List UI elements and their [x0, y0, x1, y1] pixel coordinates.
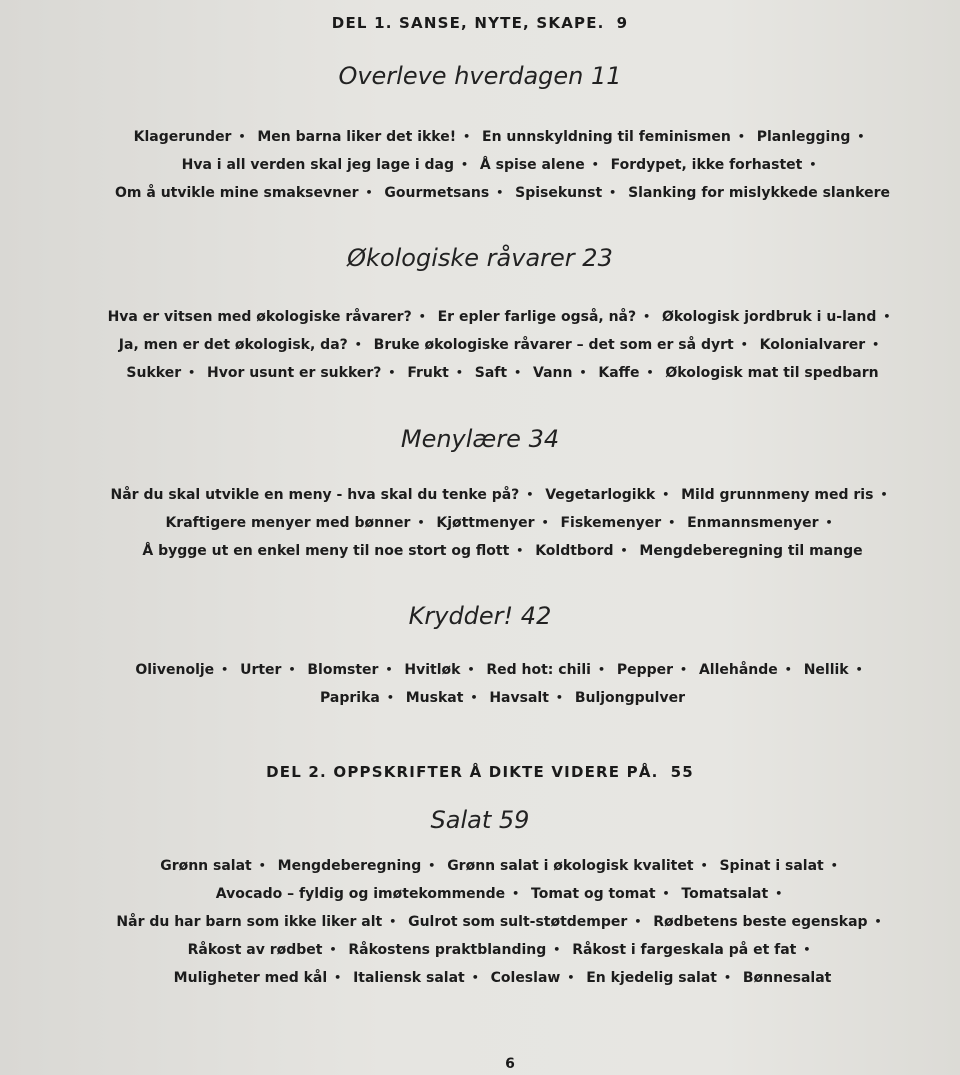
topic-item: Å spise alene	[479, 157, 585, 173]
bullet-separator: •	[609, 186, 617, 199]
topic-item: Men barna liker det ikke!	[257, 129, 457, 145]
bullet-separator: •	[825, 516, 833, 529]
topic-item: Mild grunnmeny med ris	[681, 487, 874, 503]
bullet-separator: •	[700, 859, 708, 872]
bullet-separator: •	[567, 971, 575, 984]
topic-item: Råkost i fargeskala på et fat	[572, 942, 797, 958]
topic-item: Urter	[240, 662, 282, 678]
topic-item: Bønnesalat	[742, 970, 832, 986]
topic-item: Gourmetsans	[384, 185, 490, 201]
topic-item: Buljongpulver	[574, 690, 685, 706]
topic-item: Frukt	[407, 365, 449, 381]
topic-item: Hva er vitsen med økologiske råvarer?	[107, 309, 412, 325]
topic-item: Når du har barn som ikke liker alt	[116, 914, 383, 930]
topic-item: Tomatsalat	[681, 886, 769, 902]
bullet-separator: •	[634, 915, 642, 928]
bullet-separator: •	[809, 158, 817, 171]
chapter-topics-salat	[100, 852, 905, 992]
bullet-separator: •	[880, 488, 888, 501]
part-1-title: DEL 1. SANSE, NYTE, SKAPE.	[331, 14, 605, 32]
topic-item: Pepper	[616, 662, 674, 678]
bullet-separator: •	[386, 691, 394, 704]
part-2-heading	[0, 763, 960, 781]
topic-item: Coleslaw	[490, 970, 561, 986]
topic-item: Koldtbord	[535, 543, 614, 559]
chapter-topics-menylaere	[100, 481, 905, 565]
bullet-separator: •	[737, 130, 745, 143]
topic-item: Nellik	[803, 662, 849, 678]
topic-item: Hvitløk	[404, 662, 461, 678]
topic-item: Enmannsmenyer	[687, 515, 819, 531]
bullet-separator: •	[288, 663, 296, 676]
bullet-separator: •	[418, 310, 426, 323]
topic-item: En kjedelig salat	[586, 970, 717, 986]
bullet-separator: •	[467, 663, 475, 676]
bullet-separator: •	[555, 691, 563, 704]
topic-item: Råkostens praktblanding	[348, 942, 547, 958]
chapter-title-salat: Salat 59	[430, 806, 530, 834]
bullet-separator: •	[496, 186, 504, 199]
part-1-heading	[0, 14, 960, 32]
bullet-separator: •	[740, 338, 748, 351]
chapter-topics-okologiske-ravarer	[100, 303, 905, 387]
topic-item: Råkost av rødbet	[187, 942, 323, 958]
part-2-title: DEL 2. OPPSKRIFTER Å DIKTE VIDERE PÅ.	[266, 763, 659, 781]
chapter-topics-krydder	[100, 656, 905, 712]
topic-item: Planlegging	[756, 129, 851, 145]
bullet-separator: •	[334, 971, 342, 984]
topic-item: En unnskyldning til feminismen	[482, 129, 731, 145]
topic-item: Fiskemenyer	[560, 515, 662, 531]
topic-item: Hvor usunt er sukker?	[207, 365, 382, 381]
bullet-separator: •	[874, 915, 882, 928]
bullet-separator: •	[365, 186, 373, 199]
topic-item: Kraftigere menyer med bønner	[165, 515, 411, 531]
bullet-separator: •	[620, 544, 628, 557]
topic-item: Klagerunder	[133, 129, 232, 145]
topic-item: Vann	[533, 365, 573, 381]
bullet-separator: •	[354, 338, 362, 351]
topic-item: Vegetarlogikk	[545, 487, 656, 503]
topic-item: Om å utvikle mine smaksevner	[115, 185, 359, 201]
bullet-separator: •	[553, 943, 561, 956]
bullet-separator: •	[389, 915, 397, 928]
bullet-separator: •	[591, 158, 599, 171]
topic-item: Grønn salat	[160, 858, 252, 874]
bullet-separator: •	[463, 130, 471, 143]
bullet-separator: •	[470, 691, 478, 704]
bullet-separator: •	[258, 859, 266, 872]
chapter-title-overleve-hverdagen: Overleve hverdagen 11	[338, 62, 622, 90]
chapter-title-menylaere: Menylære 34	[400, 425, 560, 453]
bullet-separator: •	[830, 859, 838, 872]
topic-item: Hva i all verden skal jeg lage i dag	[181, 157, 455, 173]
bullet-separator: •	[417, 516, 425, 529]
bullet-separator: •	[329, 943, 337, 956]
topic-item: Rødbetens beste egenskap	[653, 914, 868, 930]
chapter-title-krydder: Krydder! 42	[408, 602, 552, 630]
bullet-separator: •	[784, 663, 792, 676]
bullet-separator: •	[238, 130, 246, 143]
topic-item: Økologisk jordbruk i u-land	[662, 309, 877, 325]
page-number: 6	[505, 1056, 515, 1072]
topic-item: Gulrot som sult-støtdemper	[408, 914, 628, 930]
topic-item: Er epler farlige også, nå?	[437, 309, 637, 325]
bullet-separator: •	[643, 310, 651, 323]
topic-item: Avocado – fyldig og imøtekommende	[215, 886, 506, 902]
bullet-separator: •	[514, 366, 522, 379]
topic-item: Italiensk salat	[353, 970, 465, 986]
topic-item: Mengdeberegning til mange	[639, 543, 863, 559]
topic-item: Bruke økologiske råvarer – det som er så dyrt	[373, 337, 734, 353]
part-2-page-number: 55	[670, 763, 694, 781]
bullet-separator: •	[662, 887, 670, 900]
bullet-separator: •	[526, 488, 534, 501]
bullet-separator: •	[723, 971, 732, 984]
topic-item: Red hot: chili	[486, 662, 591, 678]
topic-item: Tomat og tomat	[531, 886, 656, 902]
part-1-page-number: 9	[616, 14, 629, 32]
bullet-separator: •	[221, 663, 229, 676]
topic-item: Blomster	[307, 662, 379, 678]
bullet-separator: •	[512, 887, 520, 900]
topic-item: Allehånde	[698, 662, 778, 678]
bullet-separator: •	[883, 310, 891, 323]
bullet-separator: •	[680, 663, 688, 676]
topic-item: Paprika	[320, 690, 380, 706]
topic-item: Kjøttmenyer	[436, 515, 535, 531]
topic-item: Å bygge ut en enkel meny til noe stort og flott	[142, 543, 510, 559]
topic-item: Økologisk mat til spedbarn	[665, 365, 879, 381]
topic-item: Ja, men er det økologisk, da?	[118, 337, 348, 353]
topic-item: Olivenolje	[135, 662, 215, 678]
bullet-separator: •	[597, 663, 605, 676]
bullet-separator: •	[872, 338, 880, 351]
topic-item: Havsalt	[489, 690, 549, 706]
bullet-separator: •	[516, 544, 524, 557]
topic-item: Mengdeberegning	[277, 858, 422, 874]
topic-item: Slanking for mislykkede slankere	[628, 185, 890, 201]
bullet-separator: •	[541, 516, 549, 529]
topic-item: Fordypet, ikke forhastet	[610, 157, 803, 173]
bullet-separator: •	[471, 971, 479, 984]
topic-item: Saft	[474, 365, 508, 381]
bullet-separator: •	[385, 663, 393, 676]
bullet-separator: •	[188, 366, 196, 379]
bullet-separator: •	[579, 366, 587, 379]
bullet-separator: •	[455, 366, 463, 379]
bullet-separator: •	[662, 488, 670, 501]
bullet-separator: •	[428, 859, 436, 872]
topic-item: Spisekunst	[515, 185, 603, 201]
bullet-separator: •	[461, 158, 469, 171]
bullet-separator: •	[668, 516, 676, 529]
bullet-separator: •	[646, 366, 654, 379]
topic-item: Kaffe	[598, 365, 640, 381]
topic-item: Når du skal utvikle en meny - hva skal du tenke på?	[110, 487, 520, 503]
bullet-separator: •	[775, 887, 783, 900]
topic-item: Kolonialvarer	[759, 337, 866, 353]
bullet-separator: •	[857, 130, 865, 143]
topic-item: Grønn salat i økologisk kvalitet	[447, 858, 694, 874]
bullet-separator: •	[803, 943, 811, 956]
chapter-topics-overleve-hverdagen	[100, 123, 905, 207]
bullet-separator: •	[388, 366, 396, 379]
topic-item: Sukker	[126, 365, 182, 381]
topic-item: Muligheter med kål	[173, 970, 328, 986]
bullet-separator: •	[855, 663, 863, 676]
topic-item: Muskat	[405, 690, 464, 706]
chapter-title-okologiske-ravarer: Økologiske råvarer 23	[347, 244, 613, 272]
topic-item: Spinat i salat	[719, 858, 824, 874]
